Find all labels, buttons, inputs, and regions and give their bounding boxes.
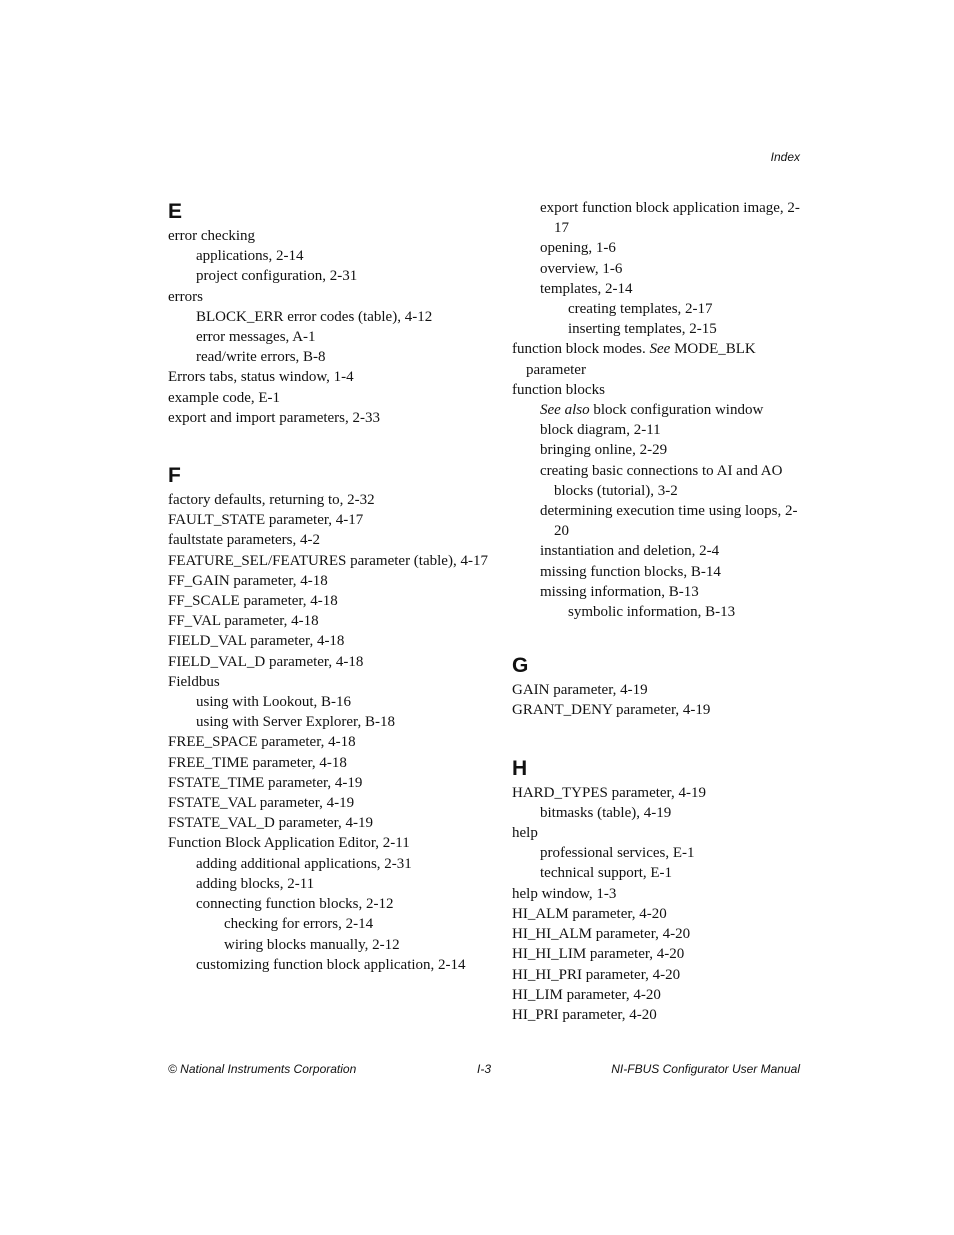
index-subentry-see-also (540, 400, 812, 420)
index-subentry: opening, 1-6 (540, 240, 616, 257)
footer-page-number: I-3 (477, 1062, 492, 1076)
index-entry: HI_PRI parameter, 4-20 (512, 1006, 657, 1023)
index-entry: HI_HI_LIM parameter, 4-20 (512, 946, 685, 963)
index-entry: FIELD_VAL parameter, 4-18 (168, 633, 345, 650)
running-header: Index (770, 150, 800, 164)
section-letter-h: H (512, 756, 528, 780)
index-subentry: technical support, E-1 (540, 865, 673, 882)
index-subsubentry: creating templates, 2-17 (568, 301, 713, 318)
index-subentry: export function block application image, 2-17 (540, 200, 800, 237)
index-subentry: applications, 2-14 (196, 248, 304, 265)
index-subentry: project configuration, 2-31 (196, 268, 358, 285)
index-subentry: customizing function block application, 2-14 (196, 956, 466, 973)
index-entry: FSTATE_VAL_D parameter, 4-19 (168, 815, 373, 832)
index-entry: HI_HI_PRI parameter, 4-20 (512, 966, 681, 983)
index-entry: Function Block Application Editor, 2-11 (168, 835, 410, 852)
index-subentry: adding blocks, 2-11 (196, 875, 315, 892)
index-subsubentry: checking for errors, 2-14 (224, 916, 374, 933)
see-reference: See (649, 341, 671, 358)
entry-text: MODE_BLK parameter (526, 341, 756, 378)
index-subentry: missing information, B-13 (540, 583, 699, 600)
index-entry: FF_SCALE parameter, 4-18 (168, 593, 338, 610)
index-column-right (512, 198, 812, 1025)
index-subentry: missing function blocks, B-14 (540, 563, 721, 580)
index-entry: FSTATE_TIME parameter, 4-19 (168, 774, 363, 791)
index-subentry: overview, 1-6 (540, 260, 623, 277)
entry-text: block configuration window (589, 402, 764, 419)
index-entry: FREE_SPACE parameter, 4-18 (168, 734, 356, 751)
section-letter-g: G (512, 654, 529, 678)
index-subentry: using with Lookout, B-16 (196, 694, 352, 711)
footer-manual-title: NI-FBUS Configurator User Manual (611, 1062, 800, 1076)
index-entry: HI_HI_ALM parameter, 4-20 (512, 926, 691, 943)
index-entry: FREE_TIME parameter, 4-18 (168, 754, 347, 771)
index-subentry: block diagram, 2-11 (540, 422, 661, 439)
index-entry: faultstate parameters, 4-2 (168, 532, 321, 549)
index-subsubentry: symbolic information, B-13 (568, 604, 736, 621)
index-entry: example code, E-1 (168, 389, 281, 406)
index-entry: Fieldbus (168, 673, 220, 690)
index-entry: HI_LIM parameter, 4-20 (512, 986, 661, 1003)
section-letter-e: E (168, 200, 183, 223)
index-entry-function-block-modes (512, 339, 812, 379)
index-subentry: error messages, A-1 (196, 329, 316, 346)
index-subsubentry: inserting templates, 2-15 (568, 321, 717, 338)
index-entry: help window, 1-3 (512, 885, 617, 902)
index-entry: FEATURE_SEL/FEATURES parameter (table), 4-17 (168, 552, 488, 569)
index-subentry: using with Server Explorer, B-18 (196, 714, 395, 731)
index-entry: error checking (168, 228, 256, 244)
index-subentry: templates, 2-14 (540, 280, 633, 297)
section-letter-f: F (168, 464, 181, 488)
index-entry: errors (168, 288, 203, 305)
index-subsubentry: wiring blocks manually, 2-12 (224, 936, 400, 953)
index-subentry: professional services, E-1 (540, 845, 695, 862)
index-column-left (168, 198, 498, 975)
index-entry: GAIN parameter, 4-19 (512, 682, 648, 699)
index-subentry: bringing online, 2-29 (540, 442, 668, 459)
index-subentry: adding additional applications, 2-31 (196, 855, 412, 872)
see-also-reference: See also (540, 402, 590, 419)
index-subentry: instantiation and deletion, 2-4 (540, 543, 720, 560)
entry-text: function block modes. (512, 341, 650, 358)
index-entry: FIELD_VAL_D parameter, 4-18 (168, 653, 364, 670)
index-subentry: read/write errors, B-8 (196, 349, 326, 366)
index-subentry: determining execution time using loops, 2-20 (540, 503, 798, 540)
index-entry: function blocks (512, 381, 605, 398)
index-entry: FF_GAIN parameter, 4-18 (168, 572, 328, 589)
index-entry: export and import parameters, 2-33 (168, 409, 381, 426)
index-entry: Errors tabs, status window, 1-4 (168, 369, 354, 386)
footer-copyright: © National Instruments Corporation (168, 1062, 357, 1076)
index-subentry: BLOCK_ERR error codes (table), 4-12 (196, 308, 433, 325)
index-entry: HI_ALM parameter, 4-20 (512, 905, 667, 922)
index-entry: FF_VAL parameter, 4-18 (168, 613, 319, 630)
index-subentry: connecting function blocks, 2-12 (196, 896, 394, 913)
index-entry: HARD_TYPES parameter, 4-19 (512, 784, 706, 801)
index-entry: FAULT_STATE parameter, 4-17 (168, 512, 364, 529)
index-entry: GRANT_DENY parameter, 4-19 (512, 702, 711, 719)
index-entry: FSTATE_VAL parameter, 4-19 (168, 795, 355, 812)
index-subentry: creating basic connections to AI and AO blocks (tutorial), 3-2 (540, 462, 783, 499)
index-entry: factory defaults, returning to, 2-32 (168, 492, 375, 509)
index-subentry: bitmasks (table), 4-19 (540, 804, 672, 821)
index-entry: help (512, 825, 538, 842)
